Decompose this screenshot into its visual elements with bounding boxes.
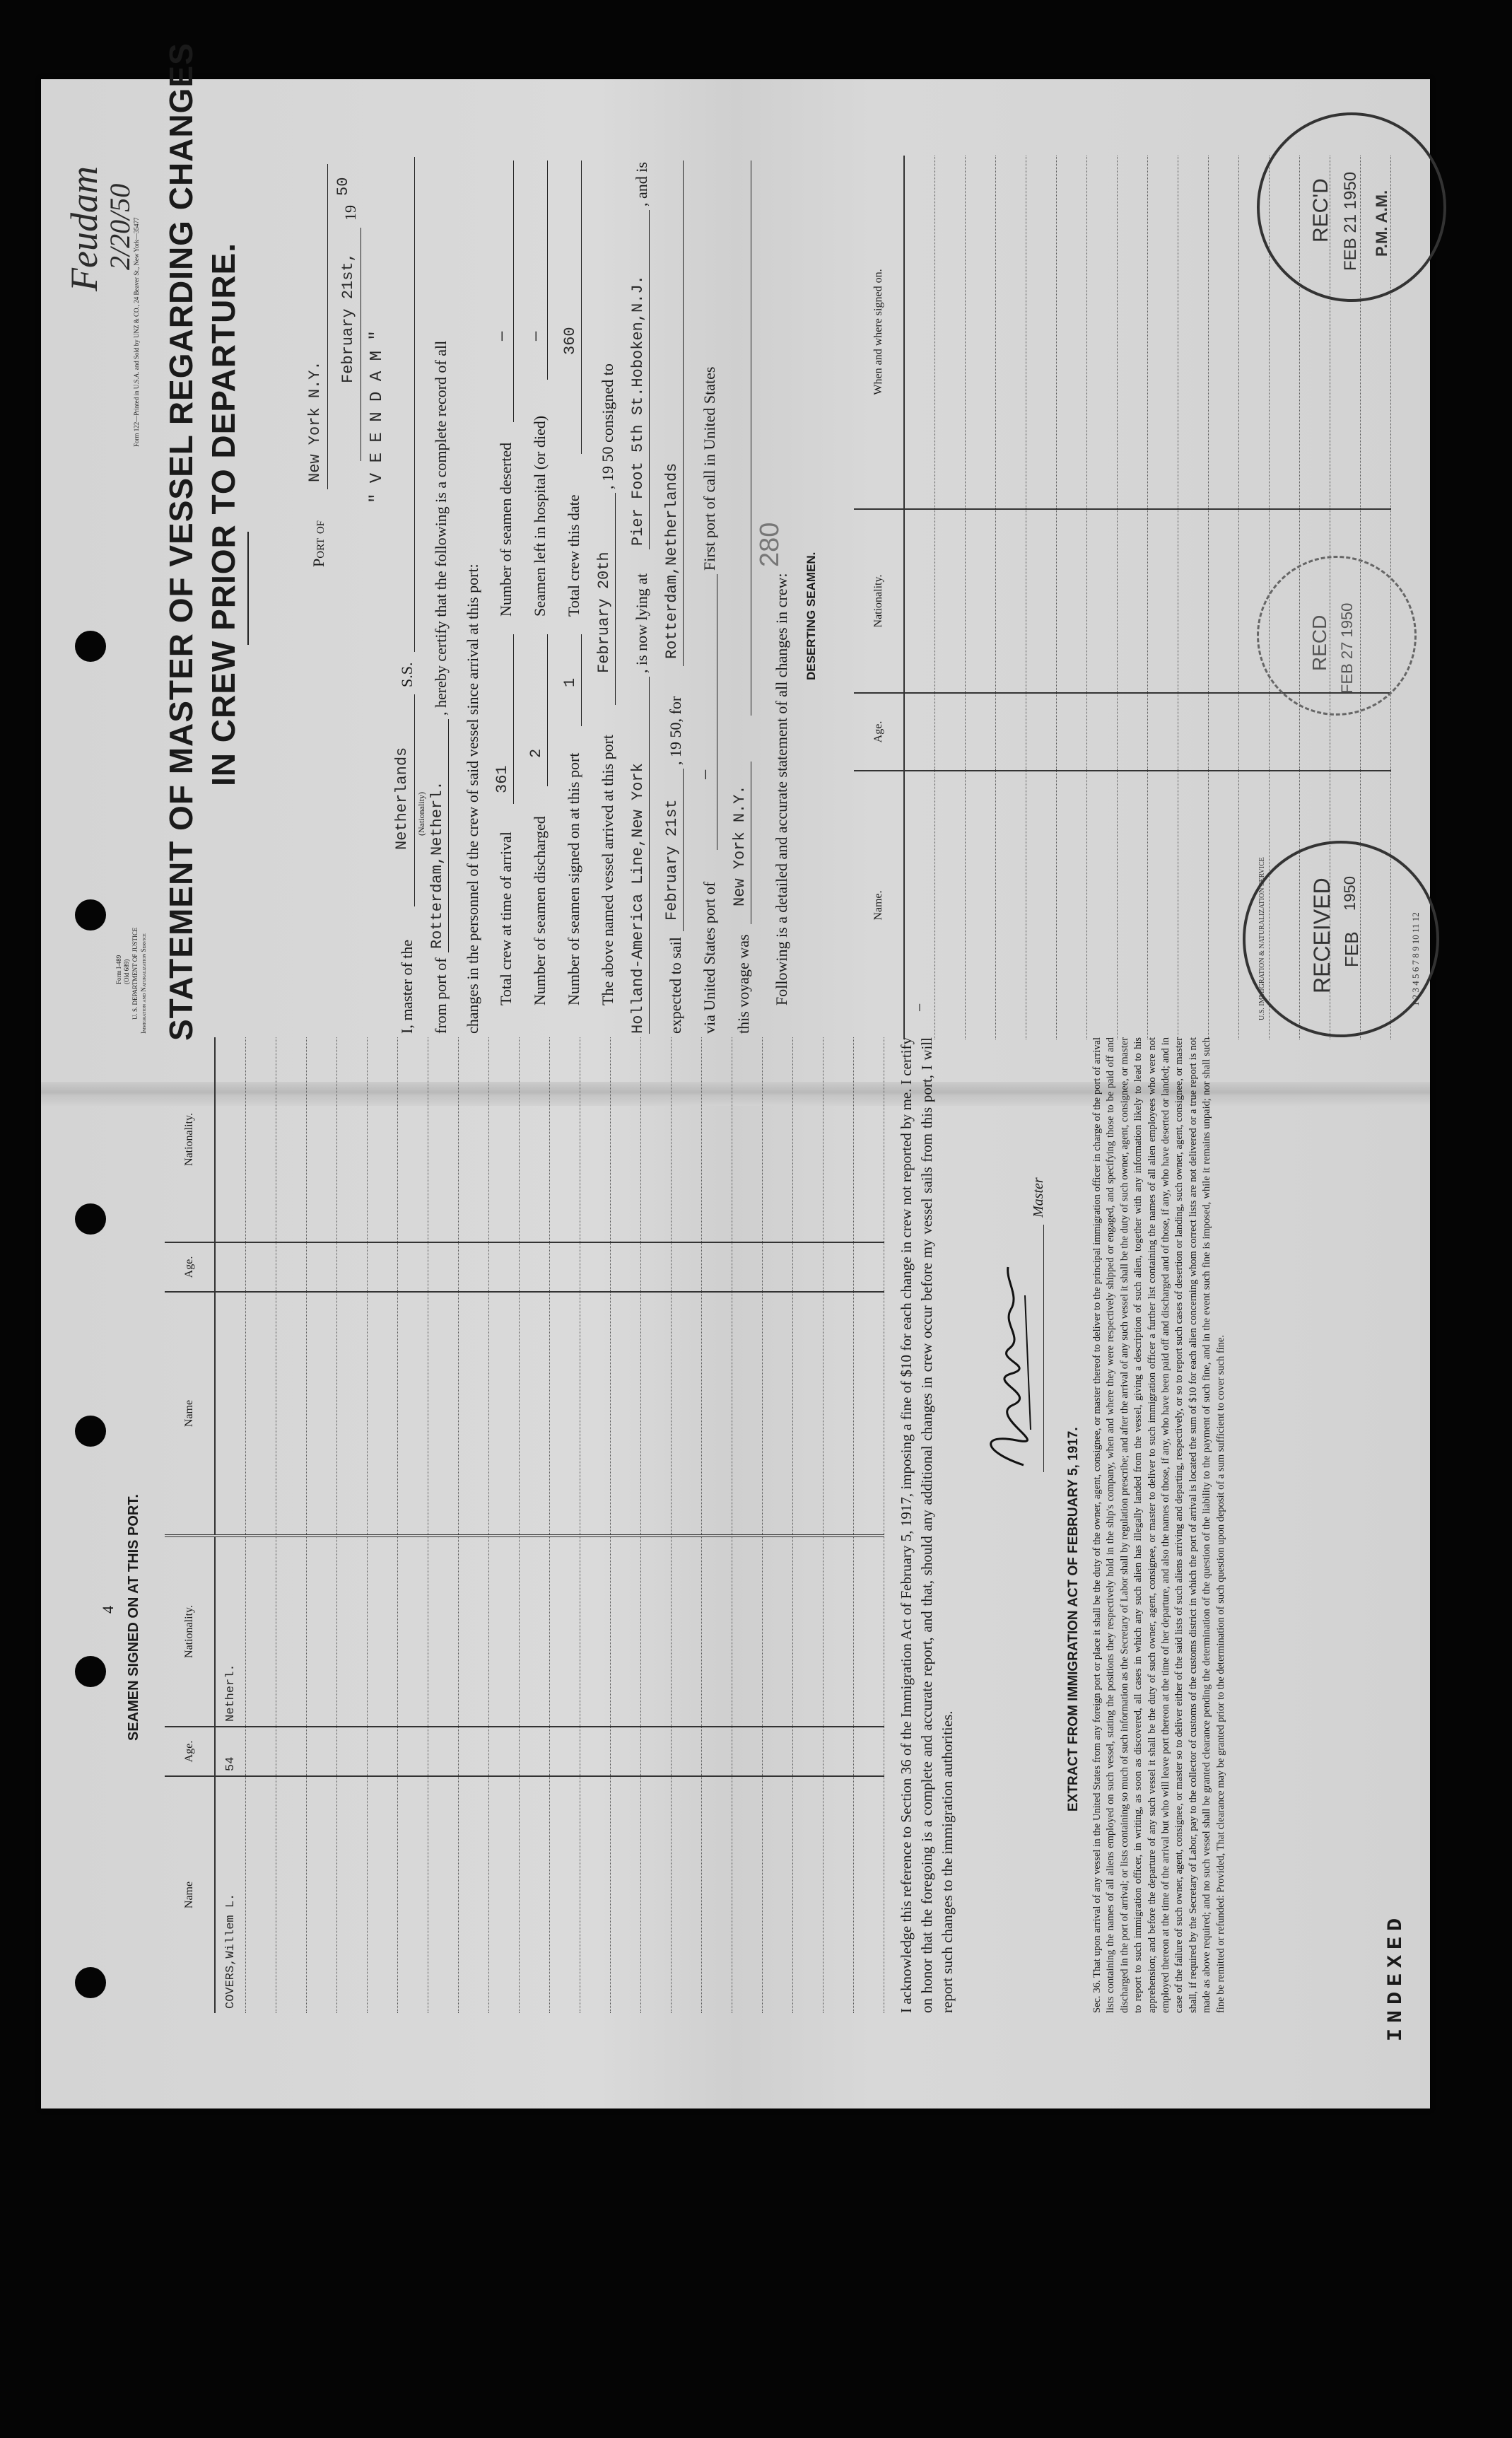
table-header-row <box>854 156 904 1039</box>
table-row <box>1026 156 1057 1039</box>
signature-line <box>1043 1225 1044 1472</box>
column-header: Age. <box>165 1242 215 1292</box>
table-row <box>1209 156 1239 1039</box>
deserter-name: — <box>904 771 935 1039</box>
corner-stamp-date: FEB 21 1950 <box>1341 171 1360 271</box>
master-prefix: I, master of the <box>398 939 416 1034</box>
pier-value: Pier Foot 5th St.Hoboken,N.J. <box>629 275 647 546</box>
table-row <box>368 1037 398 2013</box>
hospital-value: — <box>527 331 545 341</box>
signed-on-label: Number of seamen signed on at this port <box>565 752 582 1005</box>
received-stamp <box>1243 841 1439 1037</box>
received-stamp-text: RECEIVED <box>1309 877 1335 993</box>
table-row <box>702 1037 732 2013</box>
ship-name: " V E E N D A M " <box>368 330 387 503</box>
consignee-value: Holland-America Line,New York <box>629 763 647 1034</box>
hospital-label: Seamen left in hospital (or died) <box>531 415 549 617</box>
discharged-label: Number of seamen discharged <box>531 816 549 1005</box>
year-prefix: 19 <box>341 205 359 221</box>
port-fill-line <box>327 164 328 489</box>
first-port-label: First port of call in United States <box>701 366 718 571</box>
from-port-value: Rotterdam,Netherl. <box>428 781 446 949</box>
received-stamp-month: FEB <box>1341 931 1362 967</box>
table-row <box>307 1037 337 2013</box>
ss-label: S.S. <box>398 662 416 687</box>
total-crew-label: Total crew at time of arrival <box>497 832 515 1005</box>
master-label: Master <box>1031 1177 1046 1218</box>
table-row <box>520 1037 550 2013</box>
fill-line <box>649 210 650 549</box>
seaman-nationality: Netherl. <box>215 1536 246 1727</box>
fill-line <box>547 634 548 786</box>
total-date-value: 360 <box>561 327 579 355</box>
column-header: Nationality. <box>854 509 904 693</box>
fill-line <box>581 161 582 454</box>
form-old-number: (Old 689) <box>123 959 130 984</box>
received-stamp-digits: 1 2 3 4 5 6 7 8 9 10 11 12 <box>1410 912 1421 1006</box>
received-stamp-ring: U.S. IMMIGRATION & NATURALIZATION SERVICE <box>1258 857 1266 1020</box>
and-is-text: , and is <box>633 162 650 206</box>
fill-line <box>547 161 548 380</box>
table-row <box>1087 156 1118 1039</box>
deserter-age <box>904 693 935 771</box>
nationality-fill-line <box>414 694 415 906</box>
column-header: Age. <box>854 693 904 771</box>
table-row <box>215 1037 246 2013</box>
discharged-value: 2 <box>527 748 545 758</box>
signed-on-page <box>41 1037 1430 2109</box>
printer-line: Form 122—Printed in U.S.A. and Sold by UNZ & CO., 24 Beaver St., New York—35477 <box>133 217 140 447</box>
via-value: — <box>697 769 715 779</box>
year-value: 50 <box>334 177 352 196</box>
expected-label: expected to sail <box>667 937 684 1034</box>
deserting-heading: DESERTING SEAMEN. <box>804 552 818 680</box>
voyage-value: New York N.Y. <box>731 785 749 906</box>
seaman-name <box>215 1292 246 1536</box>
column-header: When and where signed on. <box>854 156 904 509</box>
table-row <box>459 1037 489 2013</box>
table-row <box>966 156 996 1039</box>
deserted-label: Number of seamen deserted <box>497 442 515 617</box>
table-row <box>428 1037 459 2013</box>
fill-line <box>683 161 684 666</box>
total-crew-value: 361 <box>493 765 511 793</box>
received-stamp-year: 1950 <box>1341 876 1359 911</box>
fill-line <box>683 769 684 931</box>
signed-on-value: 1 <box>561 677 579 687</box>
table-row <box>398 1037 428 2013</box>
table-row <box>337 1037 368 2013</box>
rec-stamp-date: FEB 27 1950 <box>1338 602 1356 694</box>
table-row <box>641 1037 672 2013</box>
table-row <box>1178 156 1209 1039</box>
nationality-caption: (Nationality) <box>416 792 426 836</box>
fill-line <box>581 634 582 726</box>
table-row <box>793 1037 824 2013</box>
deserter-signed-on <box>904 156 935 509</box>
acknowledgment-text: I acknowledge this reference to Section 36 of the Immigration Act of February 5, 1917, imposing a fine of $10 for each change in crew not reported by me. I certify on honor that the foregoing is a complete and accurate report, and that, should any additional changes in crew occur before my vessel sails from this port, I will report such changes to the immigration authorities. <box>898 1037 956 2013</box>
extract-text: Sec. 36. That upon arrival of any vessel in the United States from any foreign port or place it shall be the duty of the owner, agent, consignee, or master thereof to deliver to the principal immigration officer in charge of the port of arrival lists containing the names of all aliens employed on such vessel, stating the positions they respectively hold in the ship's company, when and where they were respectively shipped or engaged, and specifying those to be paid off and discharged in the port of arrival; or lists containing so much of such information as the Secretary of Labor shall by regulation prescribe; and after the arrival of any such vessel it shall be the duty of such owner, agent, consignee, or master to report to such immigration officer, in writing, as soon as discovered, all cases in which any such alien has illegally landed from the vessel, giving a description of such alien, together with any information likely to lead to his apprehension; and before the departure of any such vessel it shall be the duty of such owner, agent, consignee, or master to deliver to such immigration officer a further list containing the names of all alien employees who were not employed thereon at the time of the arrival but who will leave port thereon at the time of her departure, and also the names of those, if any, who have been paid off and discharged and of those, if any, who have deserted or landed; and in case of the failure of such owner, agent, consignee, or master so to deliver either of the said lists of such aliens arriving and departing, respectively, or so to report such cases of desertion or landing, such owner, agent, consignee, or master shall, if required by the Secretary of Labor, pay to the collector of customs of the customs district in which the port of arrival is located the sum of $10 for each alien concerning whom correct lists are not delivered or a true report is not made as above required; and no such vessel shall be granted clearance pending the determination of the question of the liability to the payment of such fine, and in the event such fine is imposed, while it remains unpaid; nor shall such fine be remitted or refunded: Provided, That clearance may be granted prior to the determination of such question upon deposit of a sum sufficient to cover such fine. <box>1091 1037 1226 2013</box>
handwritten-note: Feudam <box>63 166 105 291</box>
arrived-value: February 20th <box>595 552 613 673</box>
table-row <box>996 156 1026 1039</box>
seaman-name: COVERS,Willem L. <box>215 1776 246 2013</box>
fill-line <box>513 634 514 804</box>
table-row <box>1057 156 1087 1039</box>
table-row <box>935 156 966 1039</box>
corner-stamp-ampm: P.M. A.M. <box>1373 189 1390 257</box>
fill-line <box>649 677 650 1034</box>
table-row <box>732 1037 763 2013</box>
corner-stamp <box>1257 112 1446 302</box>
from-port-fill-line <box>448 719 449 952</box>
table-row <box>763 1037 793 2013</box>
certify-text: , hereby certify that the following is a complete record of all <box>432 340 450 716</box>
handwritten-date: 2/20/50 <box>104 183 136 270</box>
from-port-label: from port of <box>432 957 450 1034</box>
table-header-row <box>165 1037 215 2013</box>
statement-page <box>41 42 1430 1083</box>
fill-line <box>513 161 514 422</box>
table-row <box>1118 156 1148 1039</box>
table-row <box>1148 156 1178 1039</box>
service-name: Immigration and Naturalization Service <box>140 933 147 1034</box>
deserted-value: — <box>493 331 511 341</box>
arrived-year: , 19 50 consigned to <box>599 363 616 489</box>
seaman-age <box>215 1242 246 1292</box>
indexed-stamp: INDEXED <box>1384 1912 1408 2041</box>
table-row <box>489 1037 520 2013</box>
rec-stamp <box>1257 556 1417 716</box>
destination-value: Rotterdam,Netherlands <box>663 462 681 659</box>
table-row <box>246 1037 276 2013</box>
column-header: Name <box>165 1292 215 1536</box>
voyage-label: this voyage was <box>734 934 752 1034</box>
table-row <box>854 1037 884 2013</box>
fill-line <box>615 493 616 705</box>
changes-text: changes in the personnel of the crew of said vessel since arrival at this port: <box>464 564 481 1034</box>
column-header: Name. <box>854 771 904 1039</box>
table-row <box>580 1037 611 2013</box>
title-underline <box>247 532 249 645</box>
signed-on-heading: SEAMEN SIGNED ON AT THIS PORT. <box>126 1494 141 1741</box>
arrived-label: The above named vessel arrived at this port <box>599 734 616 1005</box>
column-header: Age. <box>165 1727 215 1776</box>
master-signature <box>974 1260 1041 1472</box>
column-header: Name <box>165 1776 215 2013</box>
rec-stamp-text: RECD <box>1308 614 1330 671</box>
form-title-line2: IN CREW PRIOR TO DEPARTURE. <box>205 243 242 786</box>
seaman-age: 54 <box>215 1727 246 1776</box>
total-date-label: Total crew this date <box>565 494 582 617</box>
expected-year: , 19 50, for <box>667 696 684 765</box>
table-row <box>276 1037 307 2013</box>
page-number: 4 <box>99 1606 117 1614</box>
column-header: Nationality. <box>165 1536 215 1727</box>
nationality-value: Netherlands <box>393 747 411 850</box>
port-label: Port of <box>310 520 327 567</box>
table-row <box>672 1037 702 2013</box>
extract-heading: EXTRACT FROM IMMIGRATION ACT OF FEBRUARY 5, 1917. <box>1066 1427 1081 1812</box>
via-label: via United States port of <box>701 881 718 1034</box>
table-row <box>550 1037 580 2013</box>
expected-value: February 21st <box>663 799 681 921</box>
lying-label: , is now lying at <box>633 573 650 673</box>
rotated-form <box>41 42 1430 2109</box>
table-row <box>611 1037 641 2013</box>
table-row <box>904 156 935 1039</box>
pencil-number: 280 <box>755 522 785 567</box>
column-header: Nationality. <box>165 1037 215 1242</box>
corner-stamp-text: REC'D <box>1309 178 1332 243</box>
form-number: Form I-489 <box>115 955 122 984</box>
deserter-nationality <box>904 509 935 693</box>
department-name: U. S. DEPARTMENT OF JUSTICE <box>131 927 139 1020</box>
table-row <box>824 1037 854 2013</box>
form-title-line1: STATEMENT OF MASTER OF VESSEL REGARDING CHANGES <box>163 42 199 1041</box>
ship-fill-line <box>414 157 415 652</box>
port-value: New York N.Y. <box>306 361 324 482</box>
date-value: February 21st, <box>339 252 357 383</box>
signed-on-table <box>165 1037 884 2013</box>
following-text: Following is a detailed and accurate statement of all changes in crew: <box>773 573 790 1005</box>
